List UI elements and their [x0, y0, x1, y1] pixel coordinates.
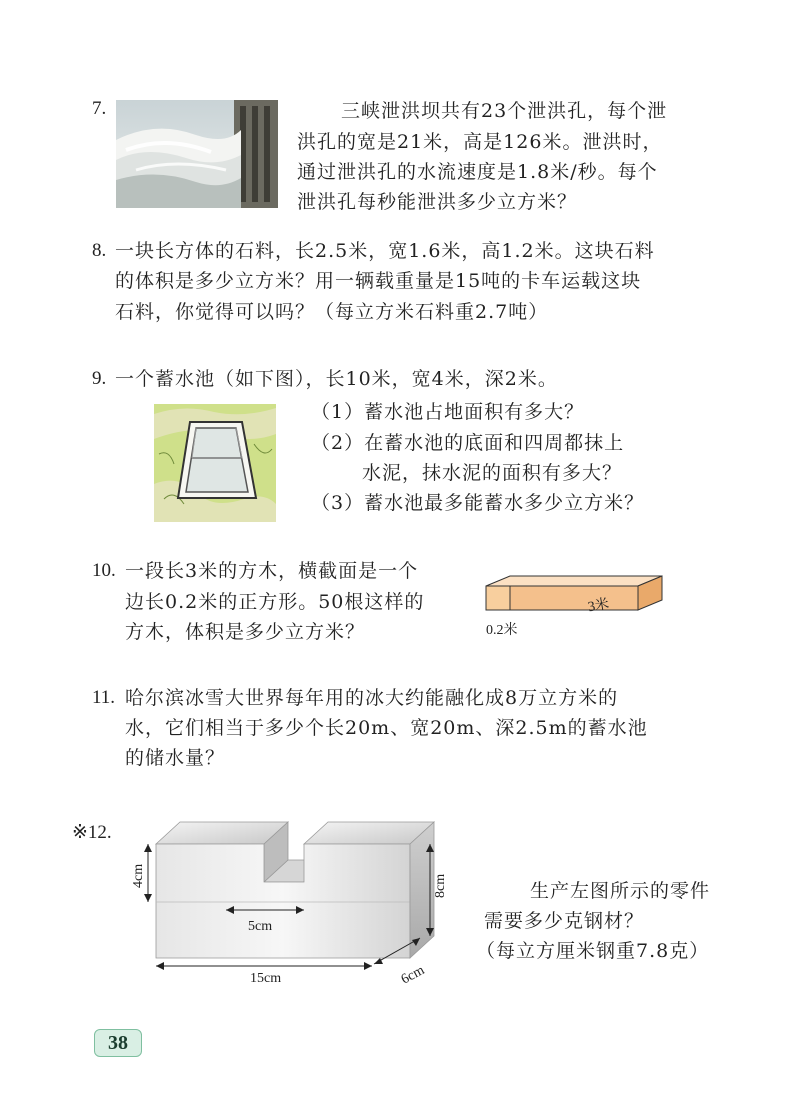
- problem-7-line-4: 泄洪孔每秒能泄洪多少立方米？: [297, 191, 578, 213]
- problem-9-sub-2: （2）在蓄水池的底面和四周都抹上: [311, 432, 625, 454]
- problem-7-number: 7.: [92, 98, 107, 119]
- problem-11-line-1: 哈尔滨冰雪大世界每年用的冰大约能融化成8万立方米的: [125, 687, 619, 709]
- problem-12-line-2: 需要多少克钢材？: [484, 910, 645, 932]
- problem-12-number: ※12.: [72, 822, 112, 843]
- problem-10-line-1: 一段长3米的方木，横截面是一个: [125, 560, 419, 582]
- problem-12-line-1: 生产左图所示的零件: [530, 880, 711, 902]
- problem-11-line-2: 水，它们相当于多少个长20m、宽20m、深2.5m的蓄水池: [125, 717, 648, 739]
- problem-8-line-3: 石料，你觉得可以吗？（每立方米石料重2.7吨）: [115, 301, 549, 323]
- dim-5cm-label: 5cm: [248, 919, 273, 934]
- problem-12-line-3: （每立方厘米钢重7.8克）: [476, 940, 710, 962]
- dim-6cm-label: 6cm: [398, 962, 428, 988]
- problem-9-number: 9.: [92, 368, 107, 389]
- page-number: 38: [94, 1029, 142, 1057]
- timber-side-label: 0.2米: [486, 623, 518, 638]
- problem-9-sub-3: （3）蓄水池最多能蓄水多少立方米？: [311, 492, 645, 514]
- problem-8-line-2: 的体积是多少立方米？用一辆载重量是15吨的卡车运载这块: [115, 270, 642, 292]
- timber-beam-figure: [476, 570, 676, 644]
- problem-11-number: 11.: [92, 687, 116, 708]
- timber-length-label: 3米: [586, 596, 611, 616]
- problem-8-line-1: 一块长方体的石料，长2.5米，宽1.6米，高1.2米。这块石料: [115, 240, 655, 262]
- reservoir-illustration: [154, 404, 276, 522]
- problem-10-line-2: 边长0.2米的正方形。50根这样的: [125, 591, 425, 613]
- problem-10-line-3: 方木，体积是多少立方米？: [125, 621, 366, 643]
- problem-8-number: 8.: [92, 240, 107, 261]
- dam-spillway-photo: [116, 100, 278, 208]
- steel-part-figure: [122, 818, 452, 988]
- dim-4cm-label: 4cm: [131, 863, 146, 888]
- dim-15cm-label: 15cm: [250, 971, 282, 986]
- problem-7-line-1: 三峡泄洪坝共有23个泄洪孔，每个泄: [341, 100, 668, 122]
- dim-8cm-label: 8cm: [433, 873, 448, 898]
- problem-11-line-3: 的储水量？: [125, 747, 226, 769]
- problem-7-line-3: 通过泄洪孔的水流速度是1.8米/秒。每个: [297, 161, 658, 183]
- problem-9-sub-2-cont: 水泥，抹水泥的面积有多大？: [362, 462, 623, 484]
- problem-7-line-2: 洪孔的宽是21米，高是126米。泄洪时，: [297, 131, 663, 153]
- problem-9-sub-1: （1）蓄水池占地面积有多大？: [311, 401, 585, 423]
- problem-10-number: 10.: [92, 560, 116, 581]
- problem-9-intro: 一个蓄水池（如下图），长10米，宽4米，深2米。: [115, 368, 558, 390]
